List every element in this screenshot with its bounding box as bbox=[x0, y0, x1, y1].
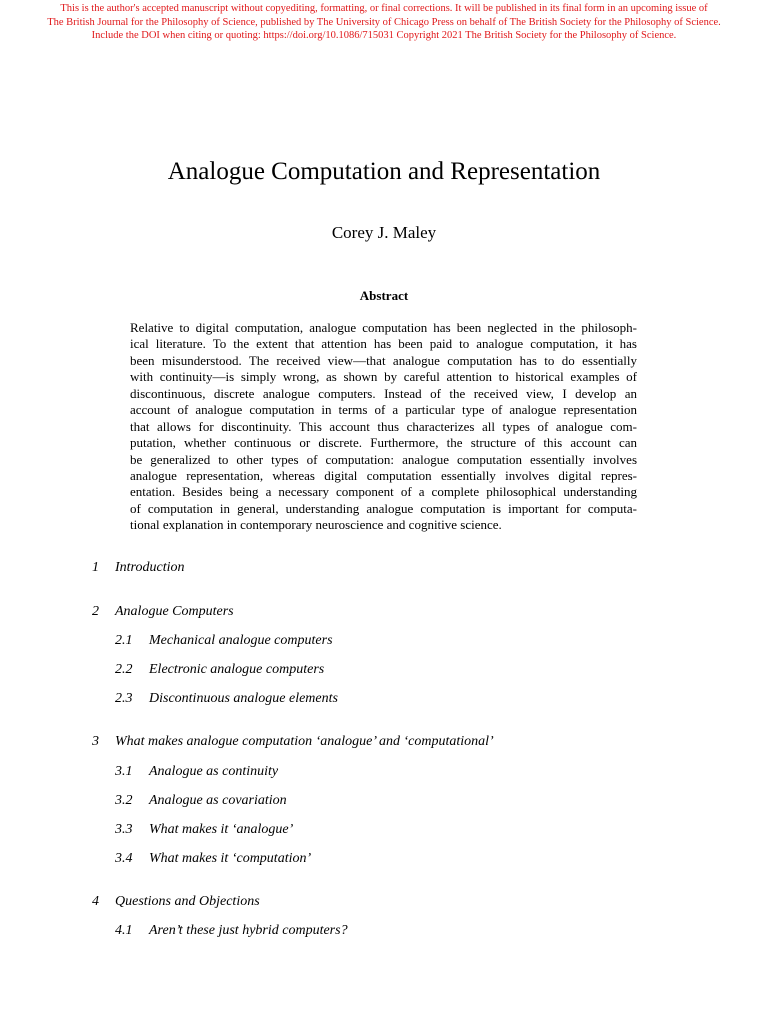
toc-label: Analogue as covariation bbox=[149, 793, 287, 808]
toc-subsection[interactable] bbox=[115, 821, 293, 839]
abstract-line: tional explanation in contemporary neuroscience and cognitive science. bbox=[130, 517, 502, 533]
toc-subsection[interactable] bbox=[115, 763, 278, 781]
paper-author: Corey J. Maley bbox=[331, 223, 437, 242]
toc-number: 4 bbox=[92, 894, 99, 909]
abstract-line: entation. Besides being a necessary component of a complete philosophical understanding bbox=[130, 484, 637, 500]
toc-subsection[interactable] bbox=[115, 922, 348, 940]
toc-number: 2 bbox=[92, 604, 99, 619]
abstract-line: Relative to digital computation, analogue computation has been neglected in the philosoph- bbox=[130, 320, 637, 335]
abstract-line: ical literature. To the extent that attention has been paid to analogue computation, it has bbox=[130, 336, 637, 352]
abstract-line: analogue representation, whereas digital computation essentially involves digital repres- bbox=[130, 467, 637, 483]
toc-number: 2.1 bbox=[115, 633, 133, 648]
toc-label: Analogue as continuity bbox=[149, 764, 279, 779]
toc-label: What makes analogue computation ‘analogue’ and ‘computational’ bbox=[115, 734, 494, 749]
toc-section[interactable] bbox=[92, 893, 260, 911]
toc-subsection[interactable] bbox=[115, 792, 287, 810]
paper-title: Analogue Computation and Representation bbox=[167, 158, 601, 185]
abstract-line: putation, whether continuous or discrete. Furthermore, the structure of this account can bbox=[130, 435, 637, 451]
toc-section[interactable] bbox=[92, 603, 234, 621]
abstract-line: that allows for discontinuity. This account thus characterizes all types of analogue com- bbox=[130, 418, 637, 434]
toc-number: 3 bbox=[92, 734, 99, 749]
toc-subsection[interactable] bbox=[115, 632, 333, 650]
abstract-heading: Abstract bbox=[359, 288, 409, 303]
toc-number: 3.1 bbox=[115, 764, 133, 779]
toc-number: 3.3 bbox=[115, 822, 133, 837]
toc-label: Discontinuous analogue elements bbox=[149, 691, 338, 706]
notice-line-2: The British Journal for the Philosophy of Science, published by The University of Chicago Press on behalf of The British Society for the Philosophy of Science. bbox=[47, 16, 721, 28]
toc-subsection[interactable] bbox=[115, 850, 311, 868]
toc-number: 2.3 bbox=[115, 691, 133, 706]
toc-label: Mechanical analogue computers bbox=[149, 633, 333, 648]
toc-number: 4.1 bbox=[115, 923, 133, 938]
toc-subsection[interactable] bbox=[115, 661, 324, 679]
toc-label: What makes it ‘computation’ bbox=[149, 851, 312, 866]
toc-section[interactable] bbox=[92, 559, 184, 577]
toc-number: 3.2 bbox=[115, 793, 133, 808]
abstract-line: account of analogue computation in terms of a particular type of analogue representation bbox=[130, 402, 637, 418]
toc-number: 3.4 bbox=[115, 851, 133, 866]
abstract-line: been misunderstood. The received view—that analogue computation has to do essentially bbox=[130, 352, 637, 368]
toc-label: Analogue Computers bbox=[115, 604, 234, 619]
abstract-line: discontinuous, discrete analogue computers. Instead of the received view, I develop an bbox=[130, 385, 637, 401]
toc-number: 1 bbox=[92, 560, 99, 575]
toc-label: Aren’t these just hybrid computers? bbox=[149, 923, 348, 938]
toc-label: Introduction bbox=[115, 560, 185, 575]
notice-line-3: Include the DOI when citing or quoting: https://doi.org/10.1086/715031 Copyright 2021 The British Society for the Philosophy of Science. bbox=[91, 30, 677, 42]
abstract-line: with continuity—is simply wrong, as shown by careful attention to historical examples of bbox=[130, 369, 637, 385]
toc-subsection[interactable] bbox=[115, 690, 338, 708]
notice-line-1: This is the author's accepted manuscript without copyediting, formatting, or final corrections. It will be published in its final form in an upcoming issue of bbox=[60, 3, 708, 14]
toc-label: Electronic analogue computers bbox=[149, 662, 325, 677]
toc-label: Questions and Objections bbox=[115, 894, 260, 909]
toc-section[interactable] bbox=[92, 733, 494, 751]
toc-label: What makes it ‘analogue’ bbox=[149, 822, 294, 837]
toc-number: 2.2 bbox=[115, 662, 133, 677]
abstract-line: be generalized to other types of computation: analogue computation essentially involves bbox=[130, 451, 637, 467]
abstract-line: of computation in general, understanding analogue computation is important for computa- bbox=[130, 500, 637, 516]
